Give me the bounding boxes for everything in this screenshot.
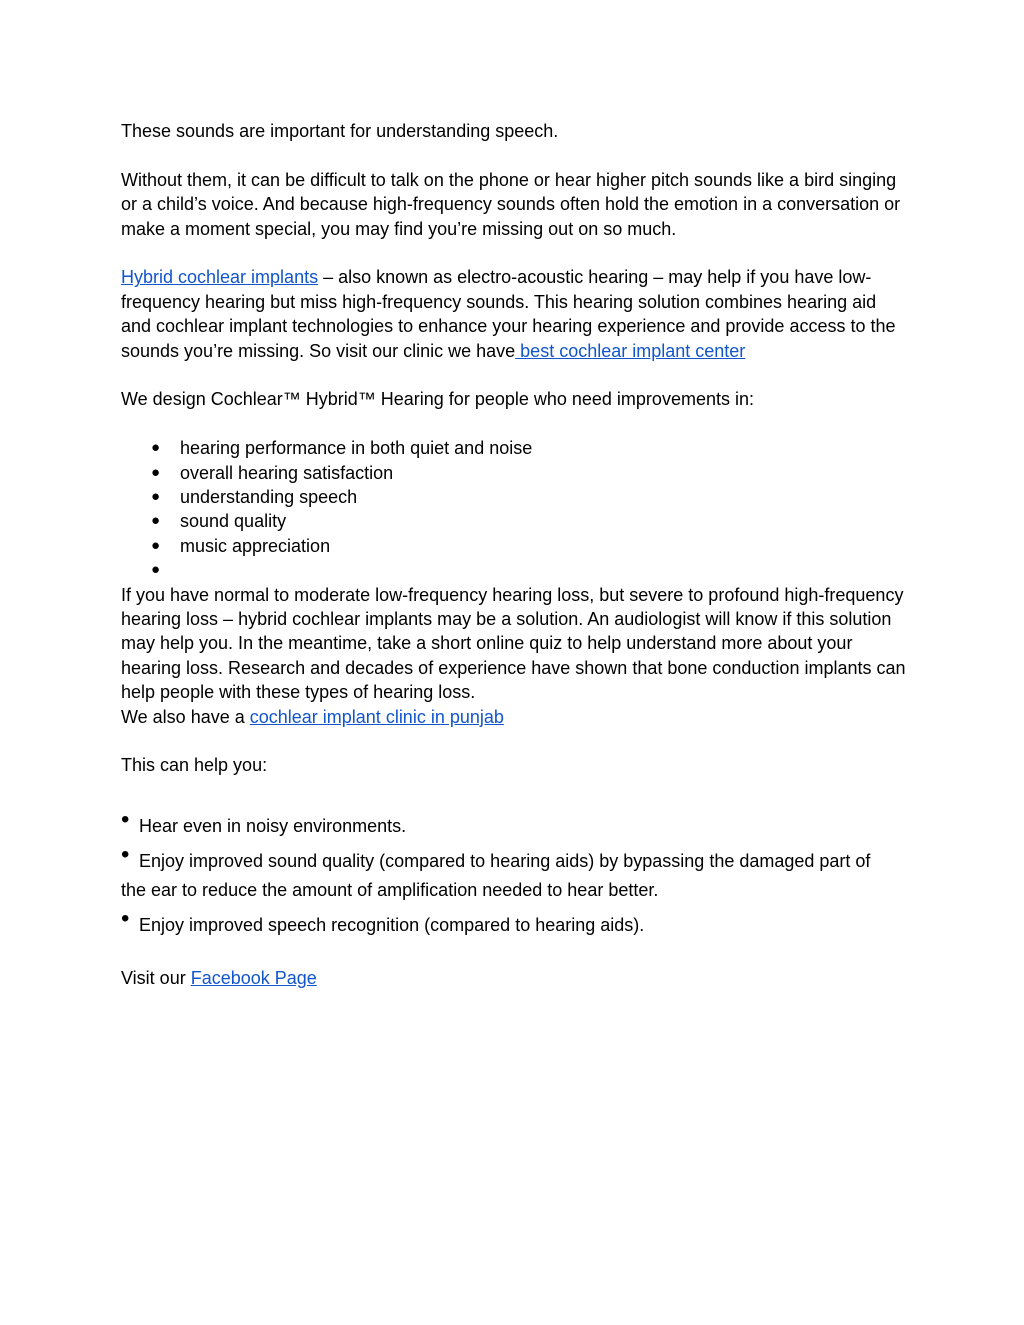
list-item: ● music appreciation bbox=[121, 534, 911, 558]
bullet-icon: • bbox=[121, 805, 130, 833]
document-body bbox=[121, 119, 911, 990]
paragraph-without-them: Without them, it can be difficult to talk on the phone or hear higher pitch sounds like a bird singing or a child’s voice. And because high-frequency sounds often hold the emotion in a conversation or make a moment special, you may find you’re missing out on so much. bbox=[121, 169, 901, 239]
list-item: ● overall hearing satisfaction bbox=[121, 461, 911, 485]
list-item: • Enjoy improved speech recognition (compared to hearing aids). bbox=[121, 905, 645, 936]
improvements-list bbox=[121, 436, 911, 582]
paragraph-facebook: Visit our Facebook Page bbox=[121, 967, 317, 988]
bullet-icon: ● bbox=[151, 439, 161, 457]
list-item: ● sound quality bbox=[121, 509, 911, 533]
bullet-icon: • bbox=[121, 841, 130, 869]
bullet-icon: ● bbox=[151, 561, 161, 579]
link-cochlear-implant-clinic-punjab[interactable]: cochlear implant clinic in punjab bbox=[249, 706, 504, 727]
bullet-icon: • bbox=[121, 905, 130, 933]
link-facebook-page[interactable]: Facebook Page bbox=[190, 967, 317, 988]
bullet-icon: ● bbox=[151, 536, 161, 554]
benefits-list bbox=[121, 805, 911, 940]
link-hybrid-cochlear-implants[interactable]: Hybrid cochlear implants bbox=[121, 267, 319, 288]
list-item: • Enjoy improved sound quality (compared to hearing aids) by bypassing the damaged part of the ear to reduce the amount of amplification needed to hear better. bbox=[121, 841, 871, 900]
bullet-icon: ● bbox=[151, 463, 161, 481]
paragraph-hearing-loss: If you have normal to moderate low-frequency hearing loss, but severe to profound high-frequency hearing loss – hybrid cochlear implants may be a solution. An audiologist will know if this solution may help you. In the meantime, take a short online quiz to help understand more about your hearing loss. Research and decades of experience have shown that bone conduction implants can help people with these types of hearing loss. bbox=[121, 584, 906, 703]
list-item: • Hear even in noisy environments. bbox=[121, 805, 407, 836]
list-item-empty bbox=[121, 558, 911, 582]
list-item: ● understanding speech bbox=[121, 485, 911, 509]
paragraph-hybrid-text: – also known as electro-acoustic hearing – may help if you have low-frequency hearing but miss high-frequency sounds. This hearing solution combines hearing aid and cochlear implant technologies to enhance your hearing experience and provide access to the sounds you’re missing. So visit our clinic we have bbox=[121, 267, 896, 361]
paragraph-hybrid bbox=[121, 265, 911, 363]
bullet-icon: ● bbox=[151, 488, 161, 505]
paragraph-clinic: We also have a cochlear implant clinic in punjab bbox=[121, 706, 504, 727]
paragraph-intro: These sounds are important for understanding speech. bbox=[121, 121, 559, 141]
paragraph-we-design: We design Cochlear™ Hybrid™ Hearing for people who need improvements in: bbox=[121, 389, 754, 410]
link-best-cochlear-implant-center[interactable]: best cochlear implant center bbox=[515, 340, 746, 361]
bullet-icon: ● bbox=[151, 512, 161, 530]
list-item: ● hearing performance in both quiet and noise bbox=[121, 436, 911, 460]
paragraph-can-help: This can help you: bbox=[121, 755, 268, 776]
